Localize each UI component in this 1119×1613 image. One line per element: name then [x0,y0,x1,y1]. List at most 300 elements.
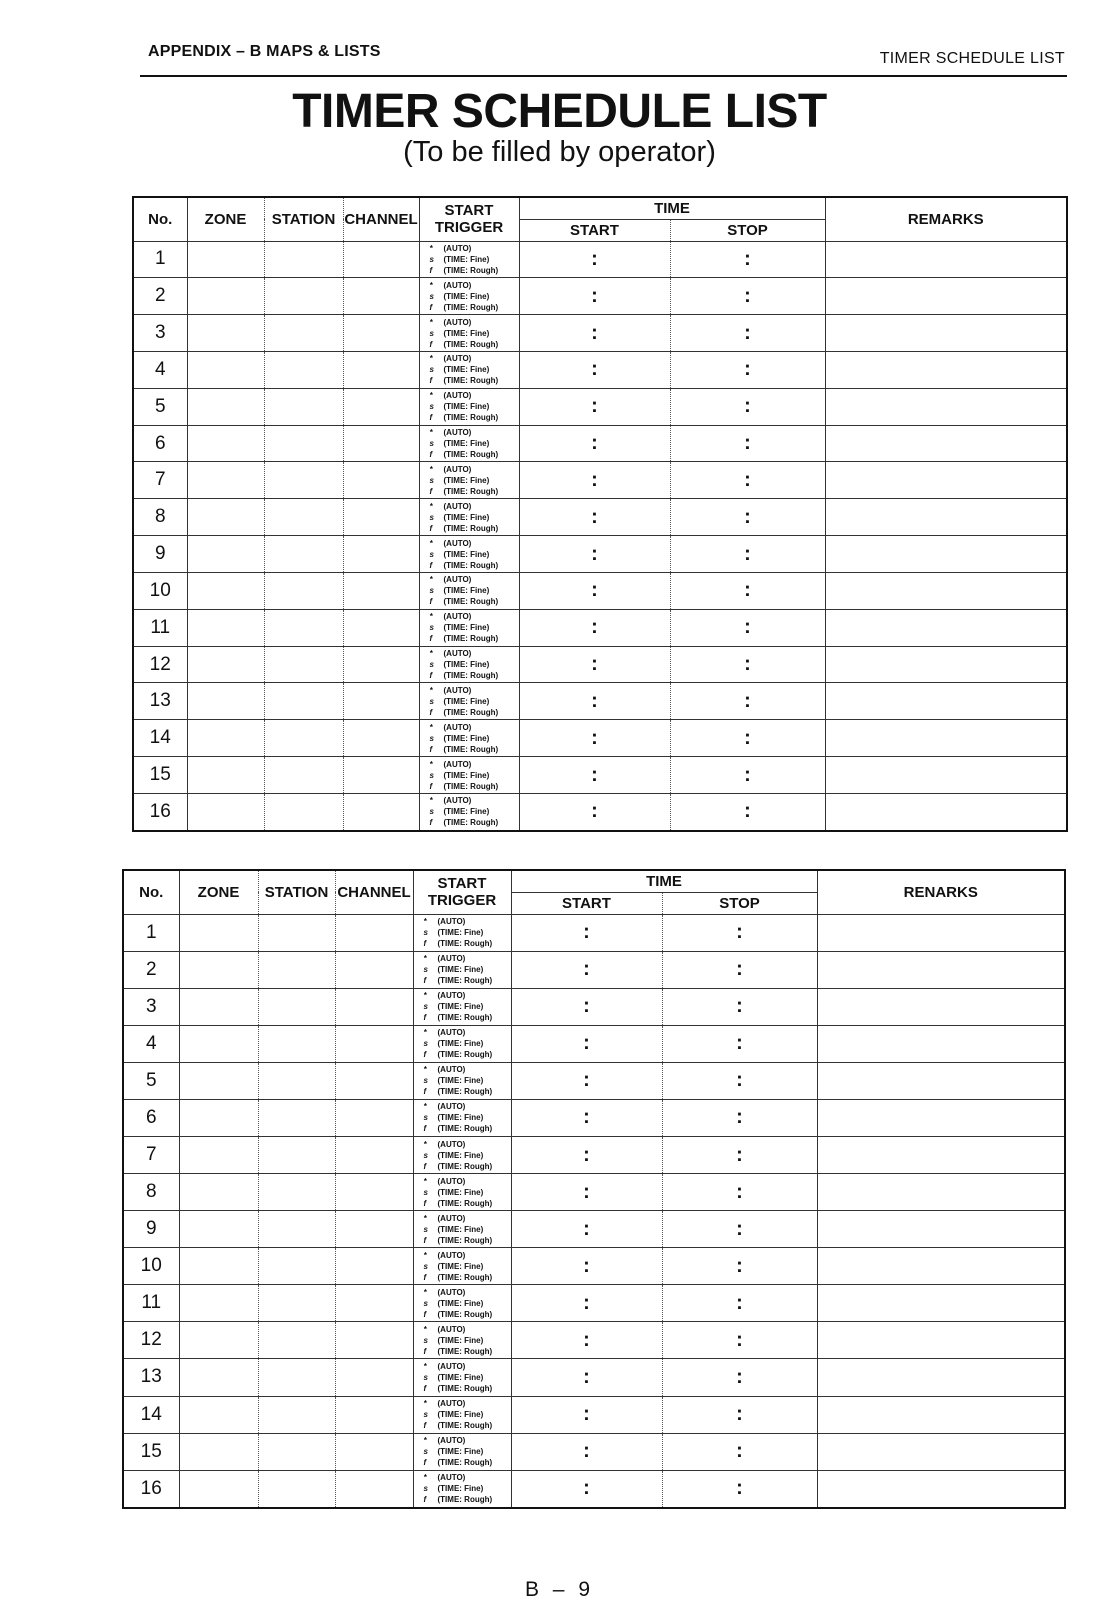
trigger-label: (TIME: Rough) [443,671,499,681]
trigger-mark: * [429,722,433,732]
channel-cell[interactable] [335,914,413,951]
remarks-cell[interactable] [817,1470,1065,1508]
trigger-label: (AUTO) [437,1399,466,1409]
trigger-option [424,1261,511,1272]
trigger-mark: s [429,291,434,301]
zone-cell[interactable] [187,757,264,794]
zone-cell[interactable] [179,951,258,988]
table-row [123,951,1065,988]
trigger-mark: s [423,1484,428,1494]
zone-cell[interactable] [179,1470,258,1508]
time-start-cell[interactable] [511,1025,662,1062]
start-trigger-cell[interactable] [419,241,519,278]
channel-cell[interactable] [335,1359,413,1396]
remarks-cell[interactable] [817,1359,1065,1396]
station-cell[interactable] [264,241,343,278]
channel-cell[interactable] [335,1433,413,1470]
zone-cell[interactable] [179,1433,258,1470]
station-cell[interactable] [264,572,343,609]
trigger-label: (TIME: Rough) [437,1087,493,1097]
start-trigger-cell[interactable] [413,1025,511,1062]
time-stop-cell[interactable] [662,914,817,951]
time-start-cell[interactable] [511,988,662,1025]
start-trigger-cell[interactable] [413,988,511,1025]
row-number: 14 [133,720,187,757]
start-trigger-cell[interactable] [419,793,519,831]
zone-cell[interactable] [179,1211,258,1248]
time-stop-cell[interactable] [662,1248,817,1285]
zone-cell[interactable] [187,241,264,278]
trigger-label: (TIME: Rough) [443,339,499,349]
trigger-mark: s [429,365,434,375]
time-start-cell[interactable] [519,757,670,794]
start-trigger-cell[interactable] [419,315,519,352]
station-cell[interactable] [258,1025,335,1062]
start-trigger-cell[interactable] [413,1174,511,1211]
start-trigger-cell[interactable] [419,499,519,536]
start-trigger-cell[interactable] [413,1322,511,1359]
time-start-cell[interactable] [519,609,670,646]
time-separator: : [736,1477,743,1500]
remarks-cell[interactable] [817,1174,1065,1211]
time-start-cell[interactable] [519,536,670,573]
channel-cell[interactable] [335,1285,413,1322]
column-header-time: TIME [511,870,817,892]
time-stop-cell[interactable] [662,1136,817,1173]
zone-cell[interactable] [187,720,264,757]
time-start-cell[interactable] [511,1211,662,1248]
trigger-mark: f [429,523,433,533]
station-cell[interactable] [258,1470,335,1508]
time-separator: : [583,1069,590,1092]
time-stop-cell[interactable] [670,757,825,794]
start-trigger-cell[interactable] [419,462,519,499]
remarks-cell[interactable] [817,988,1065,1025]
trigger-label: (AUTO) [443,391,472,401]
channel-cell[interactable] [343,241,419,278]
station-cell[interactable] [264,462,343,499]
station-cell[interactable] [258,914,335,951]
channel-cell[interactable] [343,646,419,683]
trigger-mark: f [429,376,433,386]
time-stop-cell[interactable] [662,1322,817,1359]
trigger-mark: * [423,1213,427,1223]
zone-cell[interactable] [179,1136,258,1173]
trigger-option [424,1472,511,1483]
time-start-cell[interactable] [511,1248,662,1285]
time-start-cell[interactable] [519,351,670,388]
table-row [133,351,1067,388]
channel-cell[interactable] [343,462,419,499]
remarks-cell[interactable] [825,609,1067,646]
time-stop-cell[interactable] [670,646,825,683]
zone-cell[interactable] [179,1174,258,1211]
channel-cell[interactable] [343,793,419,831]
trigger-option [430,254,519,265]
time-separator: : [736,1365,743,1388]
remarks-cell[interactable] [825,720,1067,757]
trigger-label: (TIME: Rough) [443,597,499,607]
zone-cell[interactable] [187,536,264,573]
time-start-cell[interactable] [511,1470,662,1508]
time-start-cell[interactable] [511,1136,662,1173]
station-cell[interactable] [258,1248,335,1285]
time-stop-cell[interactable] [662,1396,817,1433]
trigger-label: (TIME: Fine) [437,1039,484,1049]
channel-cell[interactable] [343,609,419,646]
start-trigger-cell[interactable] [419,278,519,315]
channel-cell[interactable] [343,757,419,794]
remarks-cell[interactable] [825,572,1067,609]
row-number: 13 [123,1359,179,1396]
time-start-cell[interactable] [519,278,670,315]
station-cell[interactable] [258,1136,335,1173]
time-stop-cell[interactable] [662,988,817,1025]
remarks-cell[interactable] [817,914,1065,951]
time-stop-cell[interactable] [670,572,825,609]
station-cell[interactable] [264,720,343,757]
station-cell[interactable] [264,793,343,831]
row-number: 11 [123,1285,179,1322]
station-cell[interactable] [264,646,343,683]
trigger-label: (AUTO) [437,991,466,1001]
time-stop-cell[interactable] [662,1285,817,1322]
zone-cell[interactable] [187,388,264,425]
time-stop-cell[interactable] [670,499,825,536]
station-cell[interactable] [258,1396,335,1433]
time-stop-cell[interactable] [670,241,825,278]
remarks-cell[interactable] [825,499,1067,536]
station-cell[interactable] [258,988,335,1025]
trigger-option [424,1298,511,1309]
trigger-option [424,1457,511,1468]
channel-cell[interactable] [335,1248,413,1285]
time-start-cell[interactable] [519,388,670,425]
channel-cell[interactable] [335,951,413,988]
start-trigger-cell[interactable] [413,1433,511,1470]
time-stop-cell[interactable] [670,720,825,757]
channel-cell[interactable] [343,388,419,425]
start-trigger-cell[interactable] [413,1062,511,1099]
trigger-mark: s [423,1335,428,1345]
channel-cell[interactable] [335,1025,413,1062]
channel-cell[interactable] [343,351,419,388]
station-cell[interactable] [258,1322,335,1359]
zone-cell[interactable] [187,646,264,683]
start-trigger-cell[interactable] [413,1359,511,1396]
zone-cell[interactable] [179,1025,258,1062]
time-stop-cell[interactable] [670,536,825,573]
channel-cell[interactable] [335,988,413,1025]
time-stop-cell[interactable] [670,315,825,352]
time-separator: : [744,468,751,491]
start-trigger-cell[interactable] [413,1136,511,1173]
station-cell[interactable] [264,315,343,352]
time-separator: : [736,1217,743,1240]
station-cell[interactable] [258,1099,335,1136]
time-start-cell[interactable] [511,1322,662,1359]
trigger-label: (TIME: Rough) [437,976,493,986]
table-row [123,1396,1065,1433]
remarks-cell[interactable] [817,951,1065,988]
remarks-cell[interactable] [817,1248,1065,1285]
zone-cell[interactable] [187,278,264,315]
zone-cell[interactable] [187,351,264,388]
remarks-cell[interactable] [825,462,1067,499]
start-trigger-cell[interactable] [413,1470,511,1508]
remarks-cell[interactable] [825,315,1067,352]
channel-cell[interactable] [335,1099,413,1136]
time-start-cell[interactable] [519,793,670,831]
zone-cell[interactable] [179,1285,258,1322]
station-cell[interactable] [258,1433,335,1470]
time-start-cell[interactable] [519,572,670,609]
start-trigger-cell[interactable] [419,536,519,573]
zone-cell[interactable] [179,988,258,1025]
channel-cell[interactable] [343,425,419,462]
time-start-cell[interactable] [511,1285,662,1322]
start-trigger-cell[interactable] [413,1285,511,1322]
table-row [133,462,1067,499]
time-stop-cell[interactable] [670,425,825,462]
time-stop-cell[interactable] [662,1359,817,1396]
remarks-cell[interactable] [825,536,1067,573]
row-number: 4 [133,351,187,388]
time-start-cell[interactable] [511,1099,662,1136]
station-cell[interactable] [258,1285,335,1322]
start-trigger-cell[interactable] [419,646,519,683]
trigger-mark: f [423,1383,427,1393]
trigger-label: (AUTO) [437,1065,466,1075]
trigger-mark: s [423,1076,428,1086]
trigger-option [424,1250,511,1261]
trigger-option [430,574,519,585]
time-stop-cell[interactable] [670,388,825,425]
remarks-cell[interactable] [817,1285,1065,1322]
time-stop-cell[interactable] [662,1099,817,1136]
channel-cell[interactable] [335,1322,413,1359]
time-stop-cell[interactable] [662,1211,817,1248]
trigger-label: (AUTO) [437,1102,466,1112]
remarks-cell[interactable] [825,351,1067,388]
time-separator: : [591,284,598,307]
start-trigger-cell[interactable] [419,388,519,425]
start-trigger-cell[interactable] [413,1099,511,1136]
time-start-cell[interactable] [519,425,670,462]
station-cell[interactable] [258,1062,335,1099]
zone-cell[interactable] [187,609,264,646]
station-cell[interactable] [258,1174,335,1211]
time-start-cell[interactable] [511,1174,662,1211]
zone-cell[interactable] [187,462,264,499]
time-stop-cell[interactable] [670,793,825,831]
remarks-cell[interactable] [817,1322,1065,1359]
start-trigger-cell[interactable] [413,914,511,951]
time-separator: : [591,468,598,491]
time-start-cell[interactable] [519,499,670,536]
trigger-label: (TIME: Rough) [437,1495,493,1505]
start-trigger-cell[interactable] [413,951,511,988]
trigger-option [424,938,511,949]
table-row [133,425,1067,462]
table-row [123,1470,1065,1508]
row-number: 6 [123,1099,179,1136]
channel-cell[interactable] [343,720,419,757]
start-trigger-cell[interactable] [419,351,519,388]
station-cell[interactable] [264,536,343,573]
start-trigger-line-2: TRIGGER [434,219,504,237]
time-start-cell[interactable] [511,1396,662,1433]
time-stop-cell[interactable] [670,462,825,499]
remarks-cell[interactable] [817,1136,1065,1173]
station-cell[interactable] [258,1211,335,1248]
row-number: 3 [123,988,179,1025]
trigger-option [430,486,519,497]
start-trigger-cell[interactable] [413,1396,511,1433]
time-stop-cell[interactable] [662,1062,817,1099]
table-row [133,609,1067,646]
time-start-cell[interactable] [511,1359,662,1396]
time-separator: : [736,1254,743,1277]
zone-cell[interactable] [187,425,264,462]
channel-cell[interactable] [335,1174,413,1211]
start-trigger-cell[interactable] [419,609,519,646]
remarks-cell[interactable] [825,241,1067,278]
station-cell[interactable] [264,683,343,720]
trigger-label: (TIME: Fine) [443,512,490,522]
time-start-cell[interactable] [519,315,670,352]
time-stop-cell[interactable] [662,1025,817,1062]
remarks-cell[interactable] [817,1396,1065,1433]
time-start-cell[interactable] [519,462,670,499]
time-stop-cell[interactable] [662,1433,817,1470]
remarks-cell[interactable] [825,757,1067,794]
trigger-option [424,1287,511,1298]
station-cell[interactable] [258,951,335,988]
remarks-cell[interactable] [817,1025,1065,1062]
time-start-cell[interactable] [511,1433,662,1470]
zone-cell[interactable] [179,1322,258,1359]
time-start-cell[interactable] [519,720,670,757]
start-trigger-cell[interactable] [419,572,519,609]
zone-cell[interactable] [187,793,264,831]
zone-cell[interactable] [187,315,264,352]
time-stop-cell[interactable] [670,351,825,388]
trigger-option [430,549,519,560]
trigger-option [430,523,519,534]
trigger-label: (AUTO) [437,1324,466,1334]
time-stop-cell[interactable] [670,683,825,720]
row-number: 15 [133,757,187,794]
zone-cell[interactable] [179,1248,258,1285]
remarks-cell[interactable] [825,388,1067,425]
trigger-option [430,560,519,571]
station-cell[interactable] [258,1359,335,1396]
station-cell[interactable] [264,609,343,646]
time-start-cell[interactable] [511,1062,662,1099]
channel-cell[interactable] [343,499,419,536]
row-number: 16 [133,793,187,831]
remarks-cell[interactable] [825,793,1067,831]
trigger-mark: f [423,1309,427,1319]
time-start-cell[interactable] [519,241,670,278]
time-stop-cell[interactable] [670,609,825,646]
remarks-cell[interactable] [825,425,1067,462]
channel-cell[interactable] [335,1136,413,1173]
remarks-cell[interactable] [817,1433,1065,1470]
channel-cell[interactable] [343,315,419,352]
station-cell[interactable] [264,278,343,315]
time-stop-cell[interactable] [670,278,825,315]
time-separator: : [591,689,598,712]
channel-cell[interactable] [343,572,419,609]
zone-cell[interactable] [187,499,264,536]
trigger-mark: s [429,475,434,485]
station-cell[interactable] [264,425,343,462]
station-cell[interactable] [264,499,343,536]
time-stop-cell[interactable] [662,1470,817,1508]
zone-cell[interactable] [179,1359,258,1396]
zone-cell[interactable] [187,572,264,609]
start-trigger-cell[interactable] [413,1248,511,1285]
station-cell[interactable] [264,757,343,794]
time-start-cell[interactable] [511,914,662,951]
trigger-option [424,1272,511,1283]
station-cell[interactable] [264,351,343,388]
zone-cell[interactable] [179,914,258,951]
start-trigger-cell[interactable] [419,683,519,720]
channel-cell[interactable] [343,683,419,720]
time-start-cell[interactable] [511,951,662,988]
trigger-label: (AUTO) [443,796,472,806]
zone-cell[interactable] [179,1396,258,1433]
remarks-cell[interactable] [817,1099,1065,1136]
channel-cell[interactable] [335,1396,413,1433]
start-trigger-cell[interactable] [419,425,519,462]
time-stop-cell[interactable] [662,951,817,988]
station-cell[interactable] [264,388,343,425]
start-trigger-cell[interactable] [419,720,519,757]
time-start-cell[interactable] [519,646,670,683]
time-separator: : [583,1254,590,1277]
time-stop-cell[interactable] [662,1174,817,1211]
table-row [123,1062,1065,1099]
trigger-option [424,1383,511,1394]
channel-cell[interactable] [343,536,419,573]
trigger-mark: f [429,560,433,570]
start-trigger-cell[interactable] [419,757,519,794]
channel-cell[interactable] [335,1470,413,1508]
remarks-cell[interactable] [825,646,1067,683]
table-row [123,1211,1065,1248]
channel-cell[interactable] [335,1211,413,1248]
zone-cell[interactable] [187,683,264,720]
row-number: 12 [133,646,187,683]
remarks-cell[interactable] [825,683,1067,720]
zone-cell[interactable] [179,1099,258,1136]
remarks-cell[interactable] [825,278,1067,315]
start-trigger-cell[interactable] [413,1211,511,1248]
trigger-label: (TIME: Rough) [437,1013,493,1023]
zone-cell[interactable] [179,1062,258,1099]
remarks-cell[interactable] [817,1062,1065,1099]
time-start-cell[interactable] [519,683,670,720]
trigger-mark: * [423,1399,427,1409]
trigger-mark: * [423,1473,427,1483]
channel-cell[interactable] [335,1062,413,1099]
remarks-cell[interactable] [817,1211,1065,1248]
channel-cell[interactable] [343,278,419,315]
